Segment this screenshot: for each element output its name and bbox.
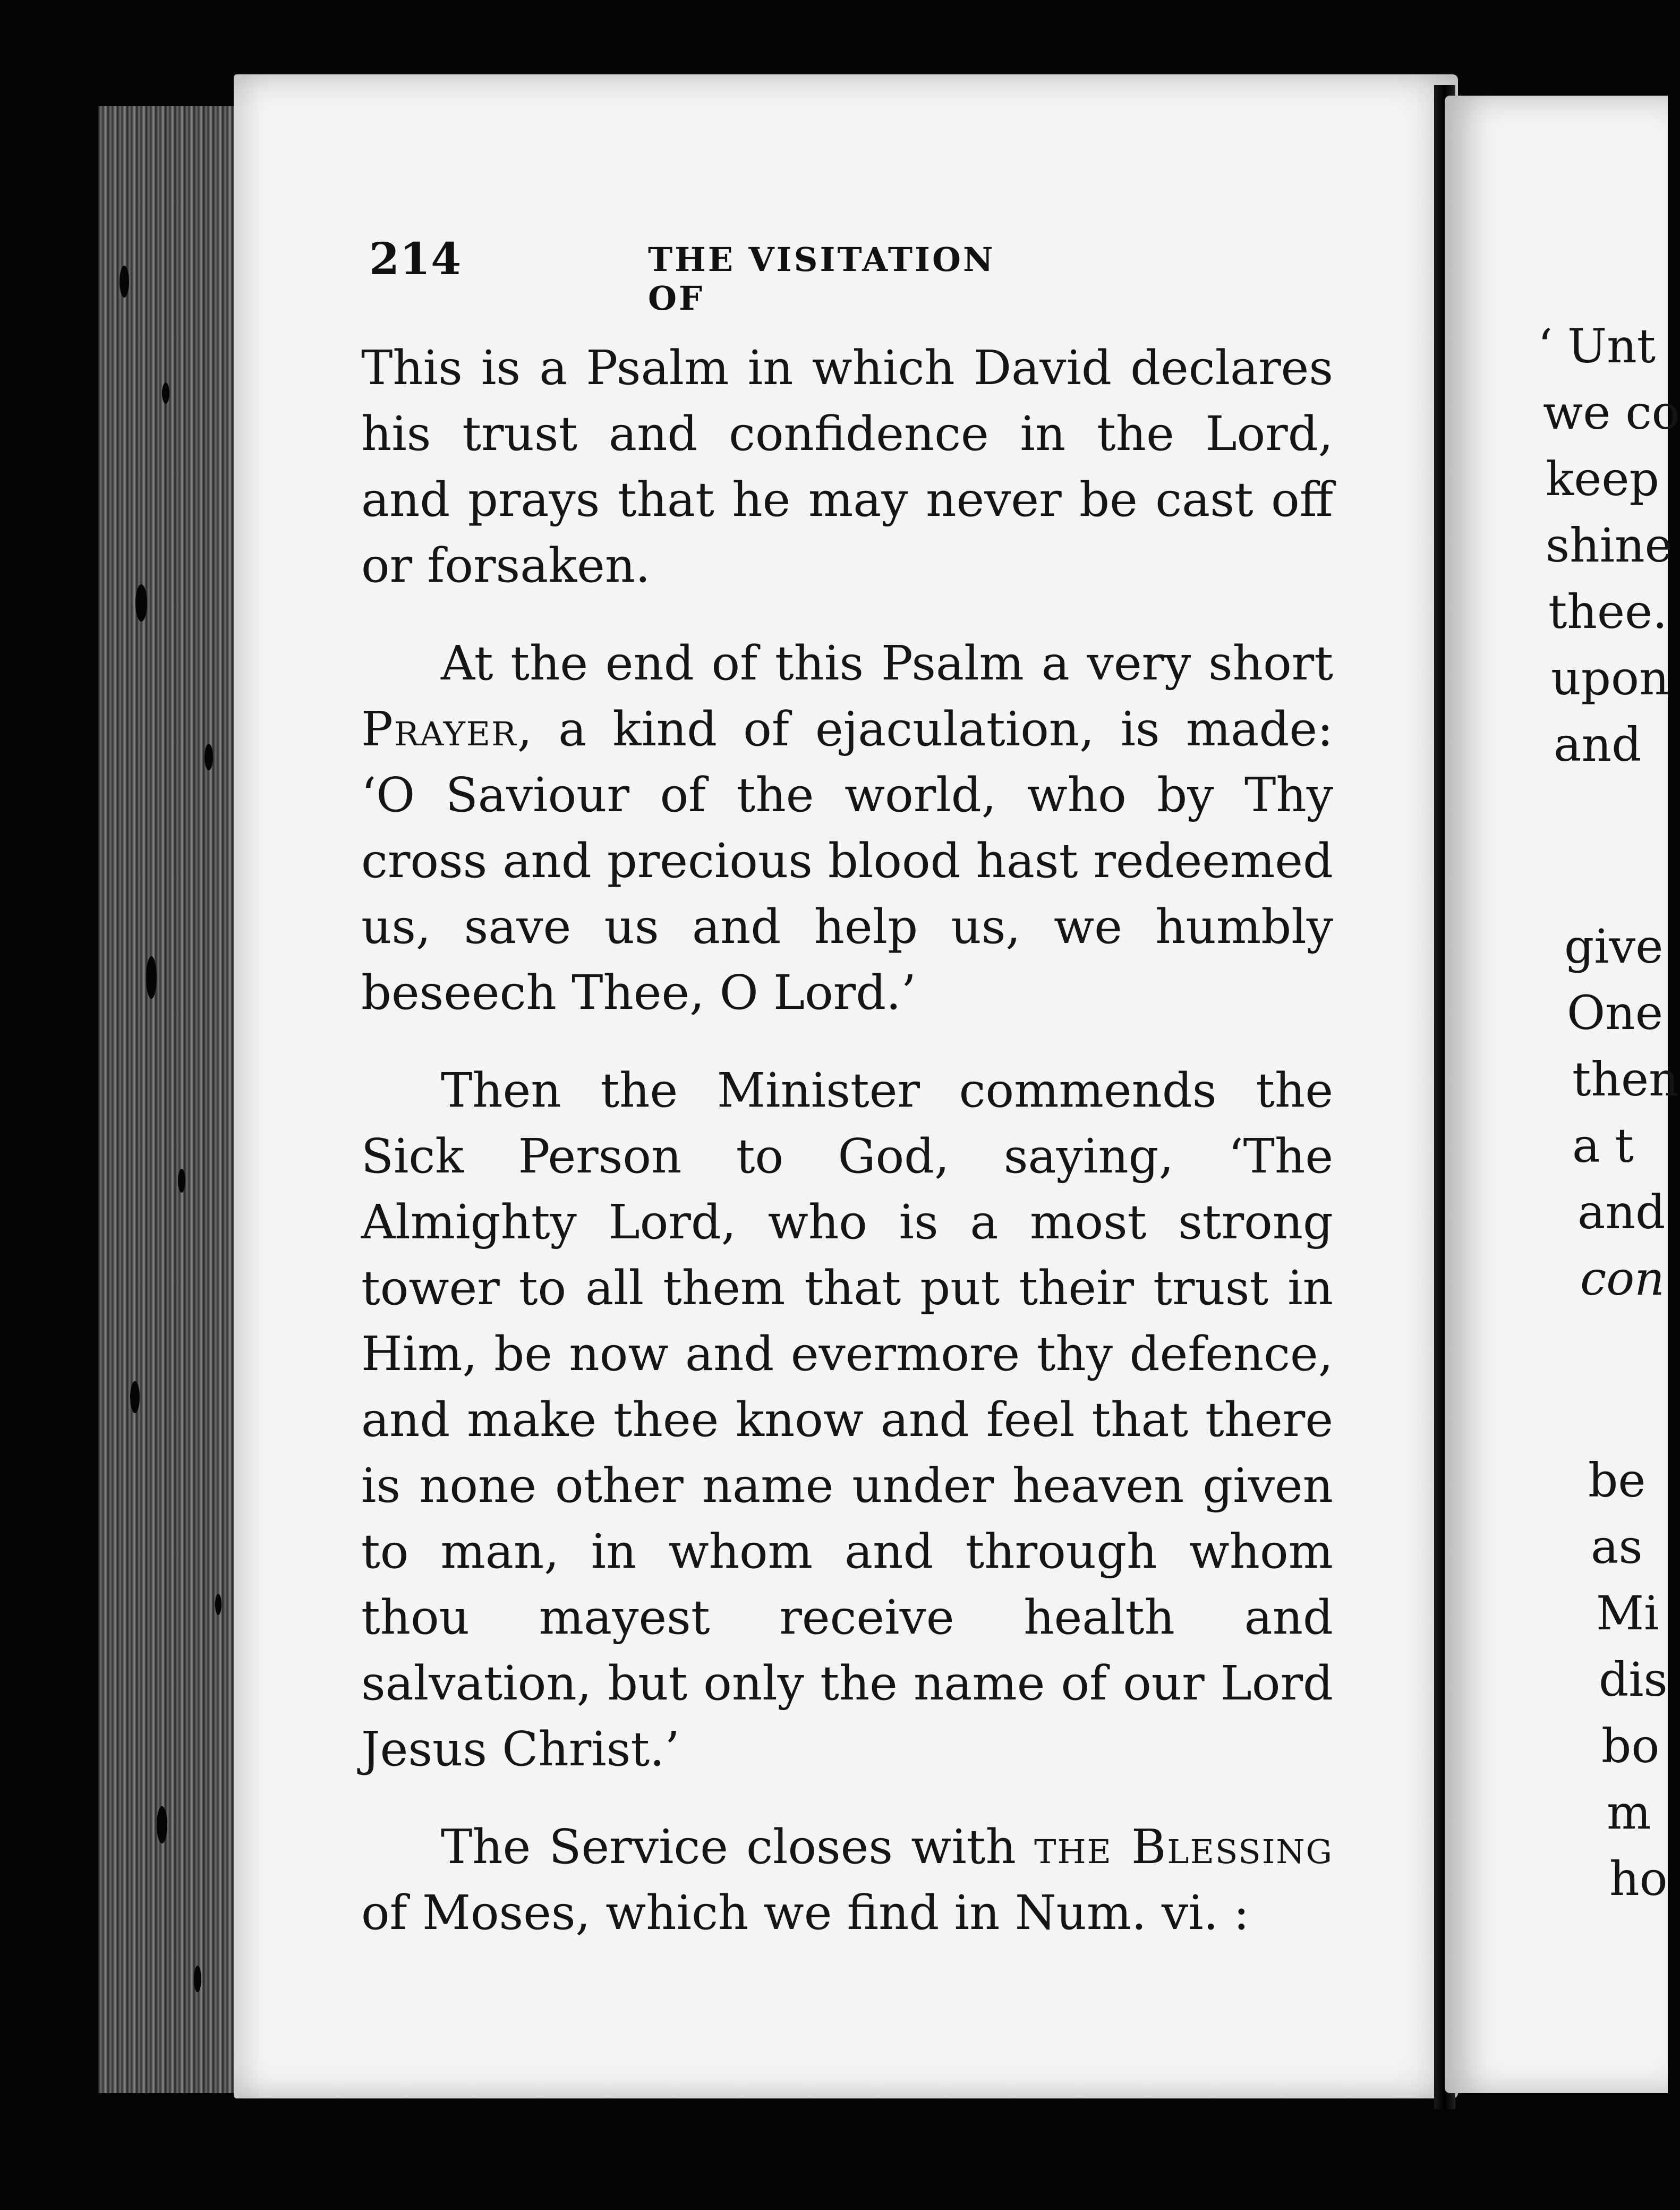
right-line: bo bbox=[1601, 1719, 1660, 1773]
edge-speckle bbox=[204, 744, 213, 770]
edge-speckle bbox=[146, 956, 157, 999]
paragraph-2-rest: , a kind of ejaculation, is made: ‘O Saviour of the world, who by Thy cross and precious blood hast redeemed us, save us and help us, we humbly beseech Thee, O Lord.’ bbox=[361, 701, 1333, 1020]
right-line: Mi bbox=[1596, 1586, 1659, 1640]
page-number: 214 bbox=[369, 234, 462, 285]
paragraph-3: Then the Minister commends the Sick Person to God, saying, ‘The Almighty Lord, who is a most strong tower to all them that put their trust in Him, be now and evermore thy defence, and make thee know and feel that there is none other name under heaven given to man, in whom and through whom thou mayest receive health and salvation, but only the name of our Lord Jesus Christ.’ bbox=[361, 1062, 1333, 1776]
edge-speckle bbox=[194, 1966, 201, 1992]
paragraph-2 bbox=[361, 630, 1333, 1025]
edge-speckle bbox=[120, 266, 129, 298]
edge-speckle bbox=[135, 584, 147, 622]
edge-speckle bbox=[215, 1594, 221, 1615]
page-body bbox=[361, 335, 1333, 1977]
page-header bbox=[369, 234, 1060, 318]
paragraph-2-lead: At the end of this Psalm a very short bbox=[441, 635, 1333, 691]
right-line: give bbox=[1564, 919, 1664, 974]
right-line: ‘ Unt bbox=[1538, 319, 1656, 373]
right-line: One bbox=[1567, 985, 1663, 1040]
right-line: ho bbox=[1609, 1851, 1668, 1906]
right-line: and bbox=[1577, 1185, 1666, 1239]
edge-speckle bbox=[178, 1169, 185, 1193]
right-line: con bbox=[1580, 1251, 1665, 1306]
right-line: keep bbox=[1546, 452, 1659, 506]
right-line: shine bbox=[1546, 518, 1673, 573]
paragraph-1: This is a Psalm in which David declares his trust and confidence in the Lord, and prays that he may never be cast off or forsaken. bbox=[361, 340, 1333, 593]
right-line: we co bbox=[1543, 385, 1680, 440]
right-line: thee. bbox=[1548, 584, 1668, 639]
edge-speckle bbox=[130, 1381, 140, 1413]
paragraph-4 bbox=[361, 1814, 1333, 1945]
prayer-smallcaps: Prayer bbox=[361, 701, 517, 756]
blessing-smallcaps: the Blessing bbox=[1034, 1819, 1333, 1874]
right-line: a t bbox=[1572, 1118, 1634, 1173]
running-head: THE VISITATION OF bbox=[648, 240, 995, 318]
right-line: then bbox=[1572, 1052, 1679, 1107]
edge-speckle bbox=[162, 382, 169, 404]
right-line: be bbox=[1588, 1453, 1646, 1508]
right-line: as bbox=[1591, 1519, 1643, 1574]
paragraph-4-rest: of Moses, which we find in Num. vi. : bbox=[361, 1885, 1250, 1940]
right-line: and bbox=[1554, 717, 1642, 772]
right-line: m bbox=[1607, 1785, 1651, 1840]
right-line: upon bbox=[1551, 651, 1669, 706]
edge-speckle bbox=[157, 1806, 167, 1843]
right-line: dis bbox=[1599, 1652, 1668, 1707]
paragraph-4-lead: The Service closes with bbox=[441, 1819, 1035, 1874]
